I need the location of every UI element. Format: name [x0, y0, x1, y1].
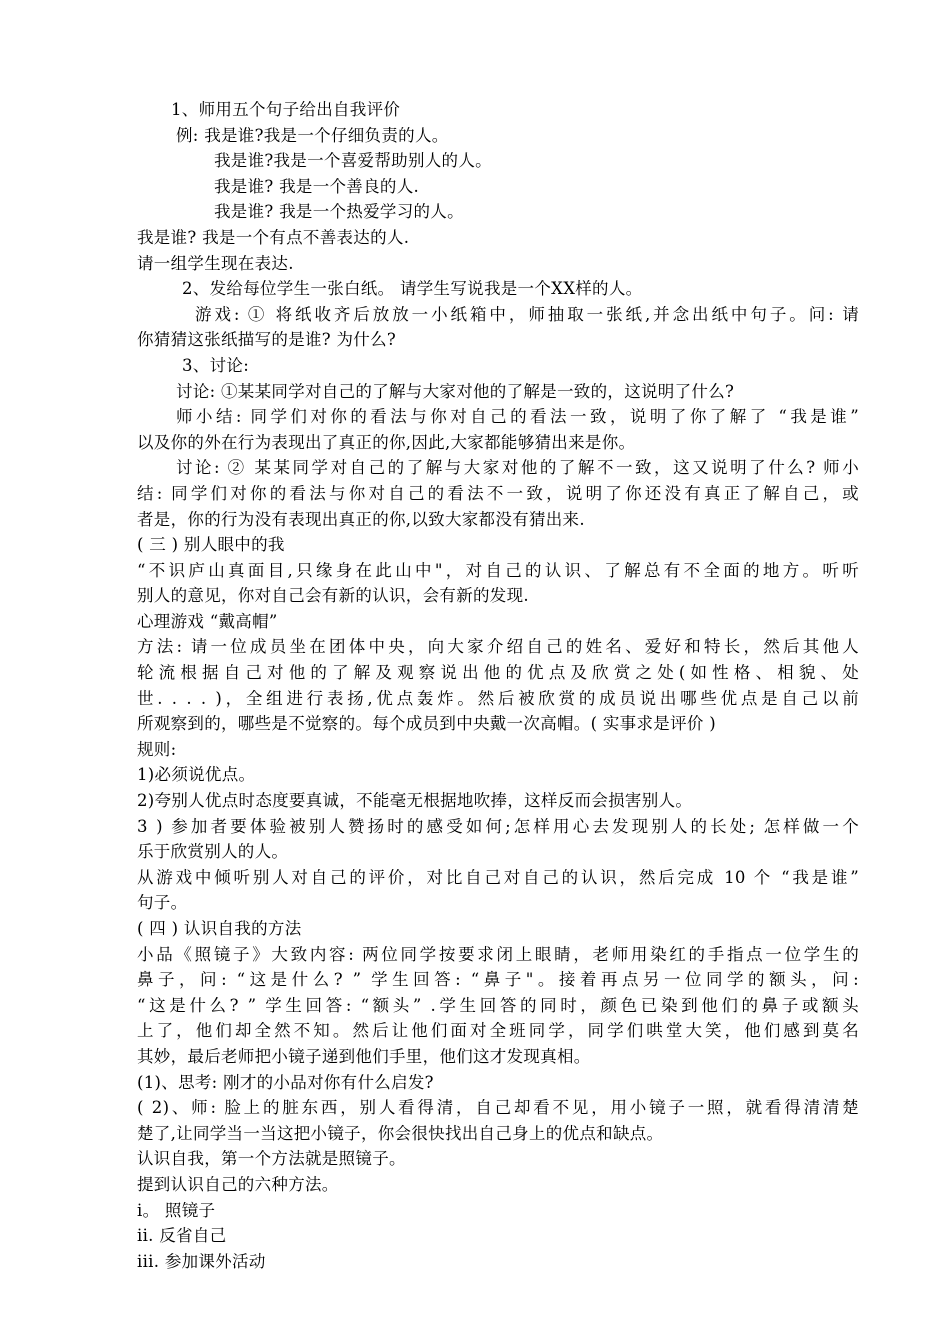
section-heading: ( 三 ) 别人眼中的我	[137, 535, 285, 555]
method-item: iii. 参加课外活动	[137, 1251, 266, 1271]
paragraph-line: 你猜猜这张纸描写的是谁? 为什么?	[137, 330, 397, 350]
paragraph-line: 以及你的外在行为表现出了真正的你,因此,大家都能够猜出来是你。	[137, 432, 636, 452]
paragraph-line: “这是什么? ” 学生回答: “额头” .学生回答的同时，颜色已染到他们的鼻子或额头	[137, 995, 859, 1015]
list-item: (1)、思考: 刚才的小品对你有什么启发?	[137, 1072, 434, 1092]
paragraph-line: 方法: 请一位成员坐在团体中央，向大家介绍自己的姓名、爱好和特长，然后其他人	[137, 637, 859, 657]
example-line: 我是谁?我是一个喜爱帮助别人的人。	[214, 151, 492, 171]
paragraph-line: 师小结: 同学们对你的看法与你对自己的看法一致，说明了你了解了 “我是谁”	[176, 407, 859, 427]
method-item: i。 照镜子	[137, 1200, 216, 1220]
paragraph-line: 小品《照镜子》大致内容: 两位同学按要求闭上眼睛，老师用染红的手指点一位学生的	[137, 944, 859, 964]
rule-item: 1)必须说优点。	[137, 765, 256, 785]
paragraph-line: 别人的意见，你对自己会有新的认识，会有新的发现.	[137, 586, 529, 606]
paragraph-line: 鼻子，问: “这是什么? ” 学生回答: “鼻子"。接着再点另一位同学的额头，问:	[137, 970, 859, 990]
paragraph-line: 认识自我，第一个方法就是照镜子。	[137, 1149, 406, 1169]
paragraph-line: 讨论: ①某某同学对自己的了解与大家对他的了解是一致的，这说明了什么?	[176, 381, 735, 401]
example-line: 例: 我是谁?我是一个仔细负责的人。	[176, 125, 449, 145]
section-heading: 3、讨论:	[182, 355, 250, 375]
paragraph-line: 其妙，最后老师把小镜子递到他们手里，他们这才发现真相。	[137, 1046, 591, 1066]
paragraph-line: 从游戏中倾听别人对自己的评价，对比自己对自己的认识，然后完成 10 个 “我是谁”	[137, 867, 859, 887]
example-line: 我是谁? 我是一个善良的人.	[214, 176, 420, 196]
paragraph-line: 讨论: ② 某某同学对自己的了解与大家对他的了解不一致，这又说明了什么? 师小	[176, 458, 859, 478]
rule-item: 乐于欣赏别人的人。	[137, 842, 289, 862]
paragraph-line: 楚了,让同学当一当这把小镜子，你会很快找出自己身上的优点和缺点。	[137, 1123, 664, 1143]
paragraph-line: 句子。	[137, 893, 188, 913]
paragraph-line: 所观察到的，哪些是不觉察的。每个成员到中央戴一次高帽。( 实事求是评价 )	[137, 714, 716, 734]
example-line: 我是谁? 我是一个有点不善表达的人.	[137, 227, 410, 247]
section-heading: ( 四 ) 认识自我的方法	[137, 919, 302, 938]
paragraph-line: 上了，他们却全然不知。然后让他们面对全班同学，同学们哄堂大笑，他们感到莫名	[137, 1021, 859, 1041]
paragraph-line: 者是，你的行为没有表现出真正的你,以致大家都没有猜出来.	[137, 509, 585, 529]
section-heading: 1、师用五个句子给出自我评价	[171, 100, 401, 119]
paragraph-line: 提到认识自己的六种方法。	[137, 1174, 339, 1194]
paragraph-line: “不识庐山真面目,只缘身在此山中"，对自己的认识、了解总有不全面的地方。听听	[137, 560, 859, 580]
paragraph-line: 游戏: ① 将纸收齐后放放一小纸箱中，师抽取一张纸,并念出纸中句子。问: 请	[195, 304, 859, 324]
rule-item: 2)夸别人优点时态度要真诚，不能毫无根据地吹捧，这样反而会损害别人。	[137, 791, 693, 811]
subheading: 心理游戏 “戴高帽”	[137, 611, 278, 631]
section-heading: 2、发给每位学生一张白纸。 请学生写说我是一个XX样的人。	[182, 279, 643, 299]
document-page	[137, 97, 859, 1274]
paragraph-line: 世. . . . )，全组进行表扬,优点轰炸。然后被欣赏的成员说出哪些优点是自己以前	[137, 688, 859, 708]
example-line: 我是谁? 我是一个热爱学习的人。	[214, 202, 464, 222]
method-item: ii. 反省自己	[137, 1226, 227, 1246]
text-line: 请一组学生现在表达.	[137, 253, 294, 273]
subheading: 规则:	[137, 739, 177, 759]
rule-item: 3 ) 参加者要体验被别人赞扬时的感受如何;怎样用心去发现别人的长处; 怎样做一个	[137, 816, 859, 836]
paragraph-line: 结: 同学们对你的看法与你对自己的看法不一致，说明了你还没有真正了解自己，或	[137, 483, 859, 503]
list-item: ( 2)、师: 脸上的脏东西，别人看得清，自己却看不见，用小镜子一照，就看得清清楚	[137, 1098, 859, 1118]
paragraph-line: 轮流根据自己对他的了解及观察说出他的优点及欣赏之处(如性格、相貌、处	[137, 663, 859, 683]
